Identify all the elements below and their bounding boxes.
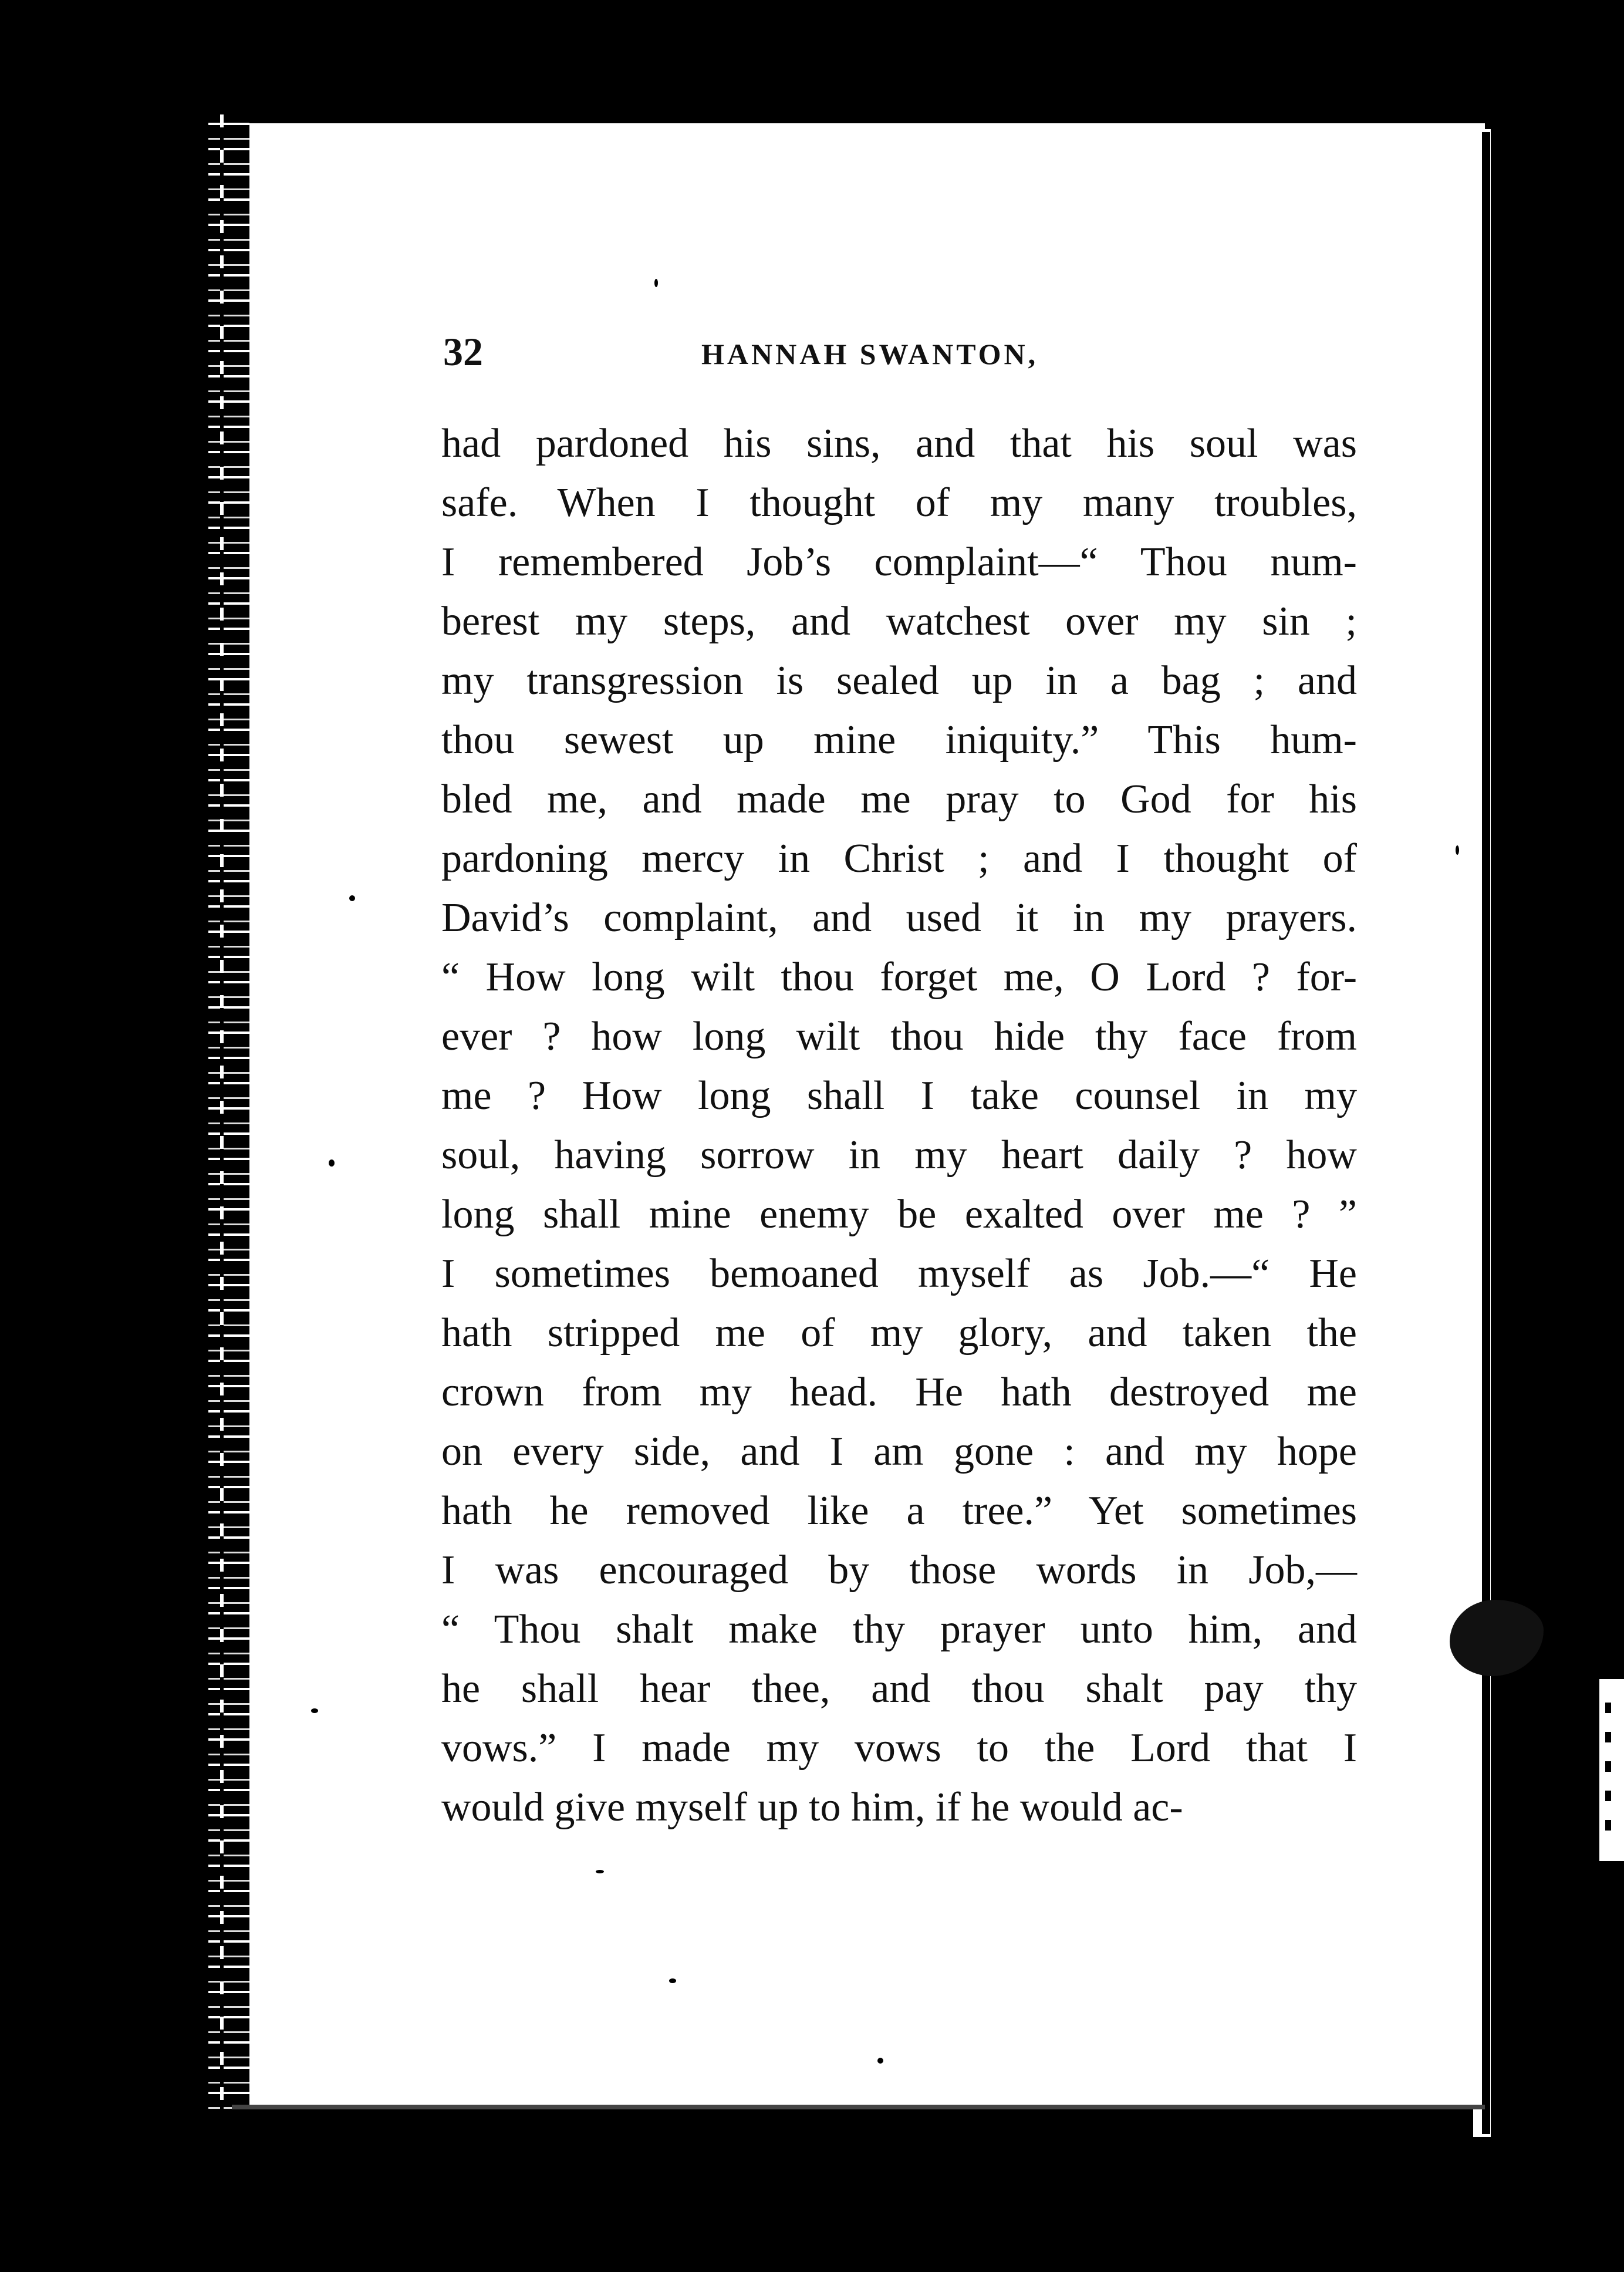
speck (654, 279, 658, 287)
speck (669, 1978, 676, 1983)
text-line: hath he removed like a tree.” Yet sometimes (441, 1488, 1357, 1533)
text-line: he shall hear thee, and thou shalt pay thy (441, 1666, 1357, 1711)
text-line: I was encouraged by those words in Job,— (441, 1548, 1357, 1593)
speck (349, 895, 355, 901)
text-line: my transgression is sealed up in a bag ; and (441, 658, 1357, 703)
text-line: berest my steps, and watchest over my sin ; (441, 599, 1357, 644)
text-line: “ How long wilt thou forget me, O Lord ? for- (441, 955, 1357, 1000)
running-header (443, 329, 1359, 376)
text-line: long shall mine enemy be exalted over me ? ” (441, 1192, 1357, 1237)
speck (877, 2058, 883, 2064)
running-title: HANNAH SWANTON, (701, 338, 1039, 370)
page-fold-line (1482, 132, 1490, 2134)
text-line: bled me, and made me pray to God for his (441, 777, 1357, 822)
text-line: hath stripped me of my glory, and taken the (441, 1310, 1357, 1356)
text-line: David’s complaint, and used it in my prayers. (441, 895, 1357, 941)
page-bottom-edge (232, 2105, 1485, 2109)
text-line: had pardoned his sins, and that his soul was (441, 421, 1357, 466)
text-line: “ Thou shalt make thy prayer unto him, and (441, 1607, 1357, 1652)
text-line: safe. When I thought of my many troubles, (441, 480, 1357, 525)
text-line: I sometimes bemoaned myself as Job.—“ He (441, 1251, 1357, 1296)
text-line: thou sewest up mine iniquity.” This hum- (441, 717, 1357, 763)
page-number: 32 (443, 329, 483, 374)
text-line: soul, having sorrow in my heart daily ? how (441, 1132, 1357, 1178)
text-line: me ? How long shall I take counsel in my (441, 1073, 1357, 1118)
text-line: I remembered Job’s complaint—“ Thou num- (441, 540, 1357, 585)
text-line: on every side, and I am gone : and my hope (441, 1429, 1357, 1474)
adjacent-page-fragment (1599, 1679, 1624, 1861)
speck (311, 1708, 318, 1713)
speck (1456, 845, 1459, 855)
text-line: ever ? how long wilt thou hide thy face from (441, 1014, 1357, 1059)
text-line: crown from my head. He hath destroyed me (441, 1370, 1357, 1415)
text-line: would give myself up to him, if he would ac- (441, 1785, 1183, 1830)
text-line: vows.” I made my vows to the Lord that I (441, 1725, 1357, 1771)
speck (329, 1159, 335, 1167)
speck (596, 1870, 604, 1873)
body-text (441, 414, 1357, 1837)
text-line: pardoning mercy in Christ ; and I thought of (441, 836, 1357, 881)
binding-edge (208, 114, 249, 2116)
